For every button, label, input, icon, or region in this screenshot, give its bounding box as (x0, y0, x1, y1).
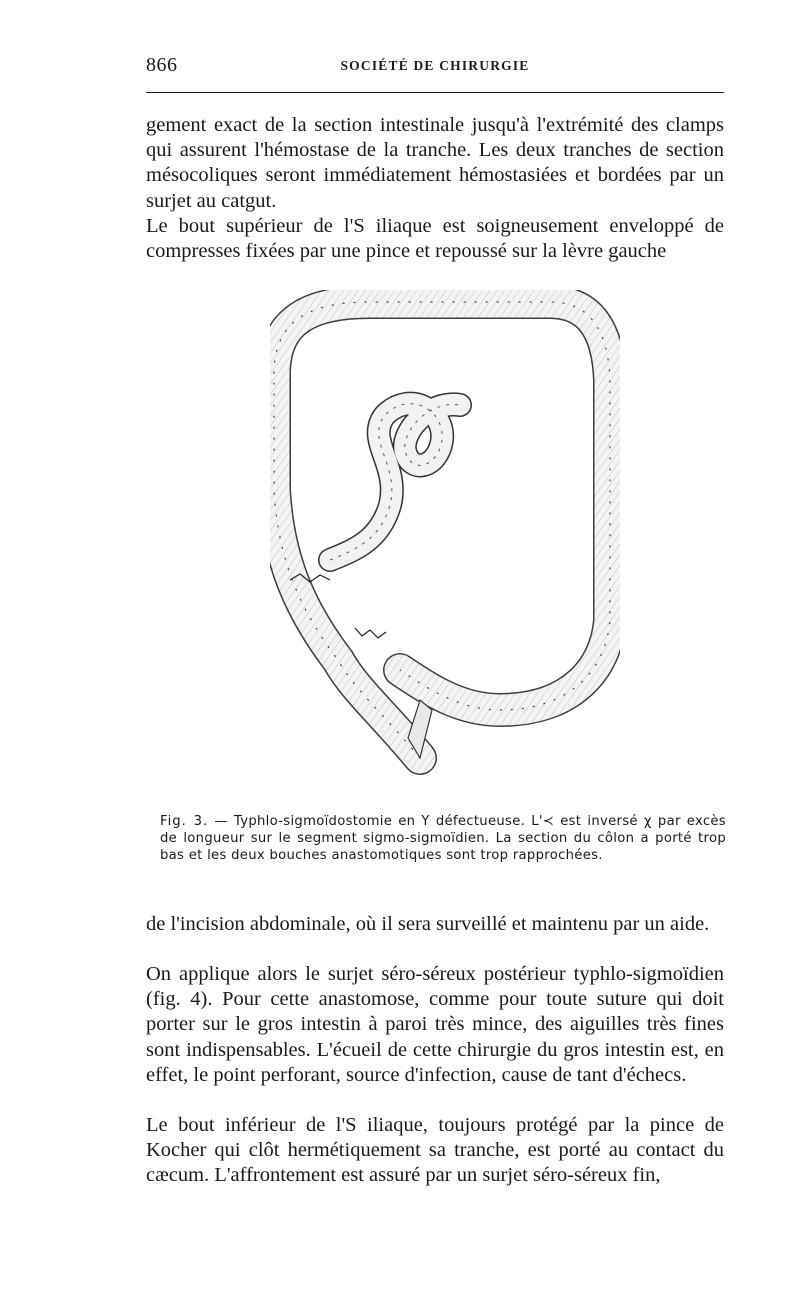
paragraph-bottom-3: Le bout inférieur de l'S iliaque, toujours protégé par la pince de Kocher qui clôt hermétiquement sa tranche, est porté au contact du cæcum. L'affrontement est assuré par un surjet séro-séreux fin, (146, 1114, 724, 1187)
running-head: SOCIÉTÉ DE CHIRURGIE (340, 58, 530, 73)
intestine-drawing (270, 290, 620, 800)
paragraph-bottom-2: On applique alors le surjet séro-séreux postérieur typhlo-sigmoïdien (fig. 4). Pour cette anastomose, comme pour toute suture qui doit porter sur le gros intestin à paroi très mince, des aiguilles très fines sont indispensables. L'écueil de cette chirurgie du gros intestin est, en effet, le point perforant, source d'infection, cause de tant d'échecs. (146, 963, 724, 1086)
header-rule (146, 92, 724, 93)
figure-caption-text: — Typhlo-sigmoïdostomie en Y défectueuse. L'≺ est inversé χ par excès de longueur sur le segment sigmo-sigmoïdien. La section du côlon a porté trop bas et les deux bouches anastomotiques sont trop rapprochées. (160, 814, 726, 863)
page-header (146, 54, 724, 84)
figure-caption (160, 813, 726, 864)
paragraph-top-1: gement exact de la section intestinale jusqu'à l'extrémité des clamps qui assurent l'hémostase de la tranche. Les deux tranches de section mésocoliques seront immédiatement hémostasiées et bordées par un surjet au catgut. (146, 114, 724, 212)
paragraph-top-2: Le bout supérieur de l'S iliaque est soigneusement enveloppé de compresses fixées par une pince et repoussé sur la lèvre gauche (146, 215, 724, 263)
paragraph-bottom-1: de l'incision abdominale, où il sera surveillé et maintenu par un aide. (146, 913, 710, 935)
figure-label: Fig. 3. (160, 814, 209, 829)
page-number: 866 (146, 54, 178, 76)
figure-illustration (270, 290, 620, 800)
